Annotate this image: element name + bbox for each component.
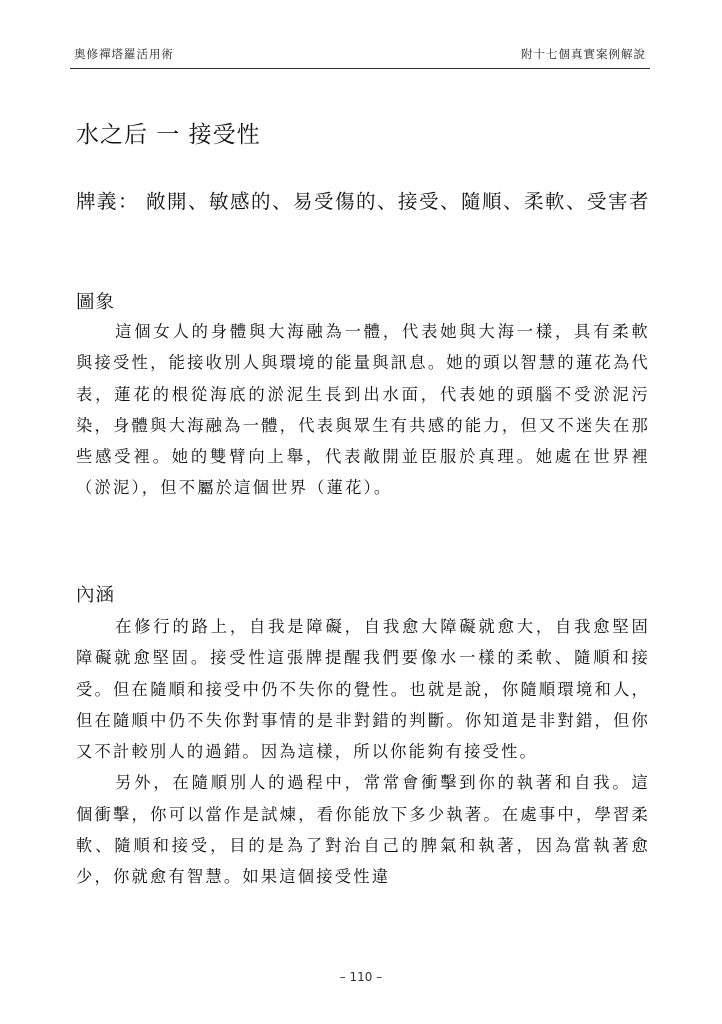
running-header	[70, 44, 650, 69]
imagery-heading: 圖象	[76, 292, 116, 313]
section-title: 附十七個真實案例解說	[521, 47, 646, 61]
book-title: 奧修禪塔羅活用術	[74, 47, 174, 61]
meaning-heading: 內涵	[76, 585, 116, 606]
meaning-body	[76, 611, 650, 893]
page-number: – 110 –	[339, 970, 383, 984]
imagery-body	[76, 316, 650, 504]
card-meaning-text: 敞開、敏感的、易受傷的、接受、隨順、柔軟、受害者	[146, 190, 651, 213]
chapter-title: 水之后 一 接受性	[76, 122, 261, 148]
imagery-paragraph: 這個女人的身體與大海融為一體，代表她與大海一樣，具有柔軟與接受性，能接收別人與環境的能量與訊息。她的頭以智慧的蓮花為代表，蓮花的根從海底的淤泥生長到出水面，代表她的頭腦不受淤泥污染，身體與大海融為一體，代表與眾生有共感的能力，但又不迷失在那些感受裡。她的雙臂向上舉，代表敞開並臣服於真理。她處在世界裡（淤泥），但不屬於這個世界（蓮花）。	[76, 322, 650, 498]
card-meaning	[76, 186, 650, 218]
meaning-paragraph: 在修行的路上，自我是障礙，自我愈大障礙就愈大，自我愈堅固障礙就愈堅固。接受性這張牌提醒我們要像水一樣的柔軟、隨順和接受。但在隨順和接受中仍不失你的覺性。也就是說，你隨順環境和人，但在隨順中仍不失你對事情的是非對錯的判斷。你知道是非對錯，但你又不計較別人的過錯。因為這樣，所以你能夠有接受性。	[76, 617, 650, 762]
card-meaning-label: 牌義：	[76, 190, 140, 213]
meaning-paragraph: 另外，在隨順別人的過程中，常常會衝擊到你的執著和自我。這個衝擊，你可以當作是試煉，看你能放下多少執著。在處事中，學習柔軟、隨順和接受，目的是為了對治自己的脾氣和執著，因為當執著愈少，你就愈有智慧。如果這個接受性違	[76, 773, 650, 887]
